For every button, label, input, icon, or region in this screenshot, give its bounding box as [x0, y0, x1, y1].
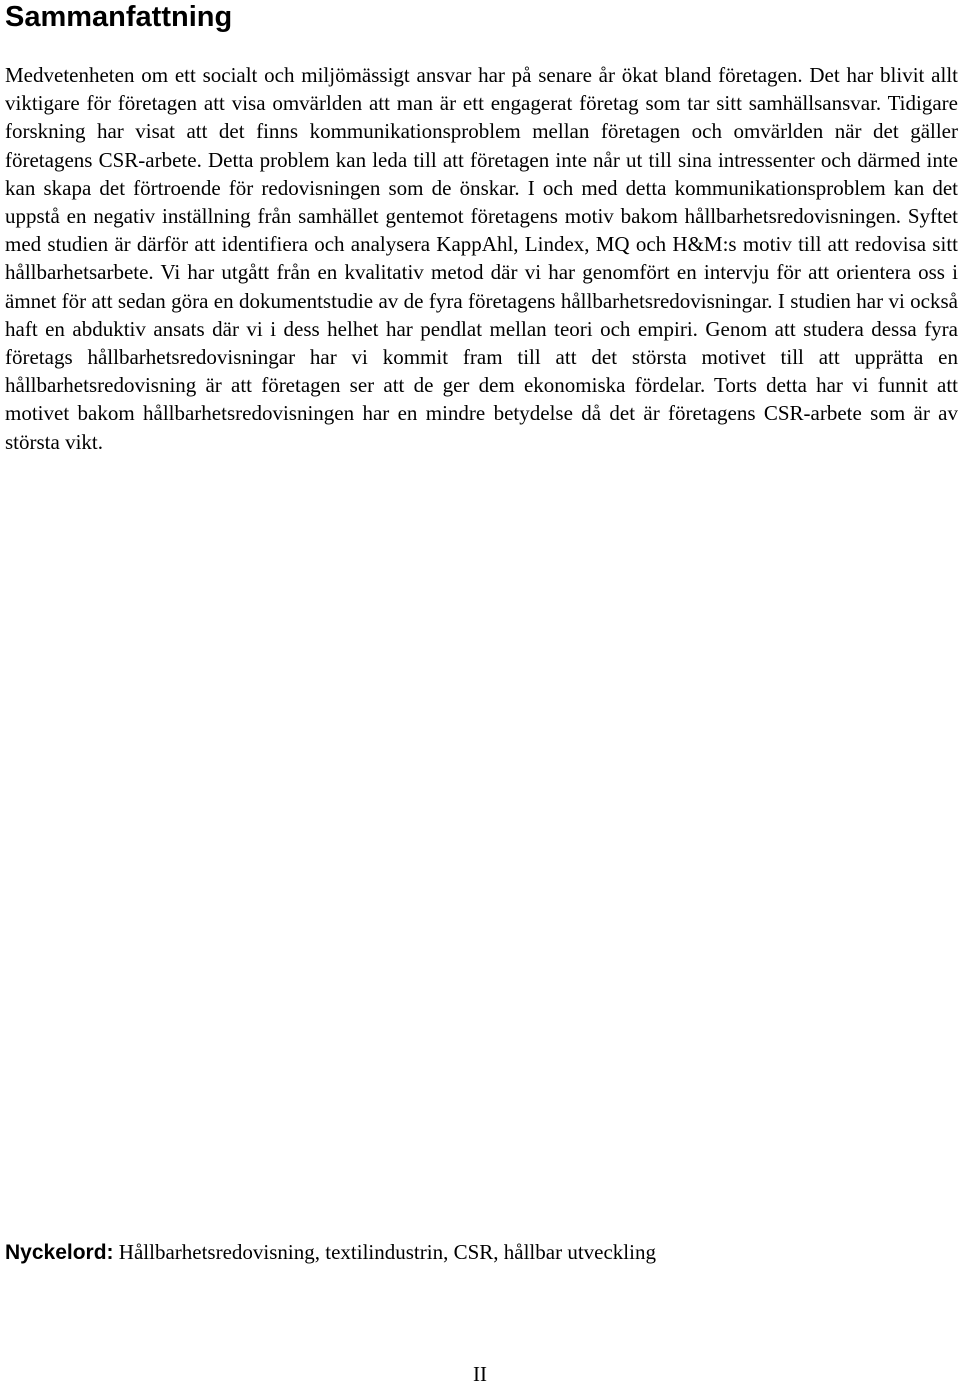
abstract-paragraph: Medvetenheten om ett socialt och miljömässigt ansvar har på senare år ökat bland företagen. Det har blivit allt viktigare för företagen att visa omvärlden att man är ett engagerat företag som tar sitt samhällsansvar. Tidigare forskning har visat att det finns kommunikationsproblem mellan företagen och omvärlden när det gäller företagens CSR-arbete. Detta problem kan leda till att företagen inte når ut till sina intressenter och därmed inte kan skapa det förtroende för redovisningen som de önskar. I och med detta kommunikationsproblem kan det uppstå en negativ inställning från samhället gentemot företagens motiv bakom hållbarhetsredovisningen. Syftet med studien är därför att identifiera och analysera KappAhl, Lindex, MQ och H&M:s motiv till att redovisa sitt hållbarhetsarbete. Vi har utgått från en kvalitativ metod där vi har genomfört en intervju för att orientera oss i ämnet för att sedan göra en dokumentstudie av de fyra företagens hållbarhetsredovisningar. I studien har vi också haft en abduktiv ansats där vi i dess helhet har pendlat mellan teori och empiri. Genom att studera dessa fyra företags hållbarhetsredovisningar har vi kommit fram till att det största motivet till att upprätta en hållbarhetsredovisning är att företagen ser att de ger dem ekonomiska fördelar. Torts detta har vi funnit att motivet bakom hållbarhetsredovisningen har en mindre betydelse då det är företagens CSR-arbete som är av största vikt.: [5, 63, 958, 454]
keywords-text: Hållbarhetsredovisning, textilindustrin, CSR, hållbar utveckling: [118, 1240, 656, 1264]
keywords-line: [5, 1238, 656, 1267]
keywords-label: Nyckelord:: [5, 1241, 114, 1264]
page-number: II: [473, 1362, 487, 1386]
page-title: Sammanfattning: [5, 1, 233, 33]
